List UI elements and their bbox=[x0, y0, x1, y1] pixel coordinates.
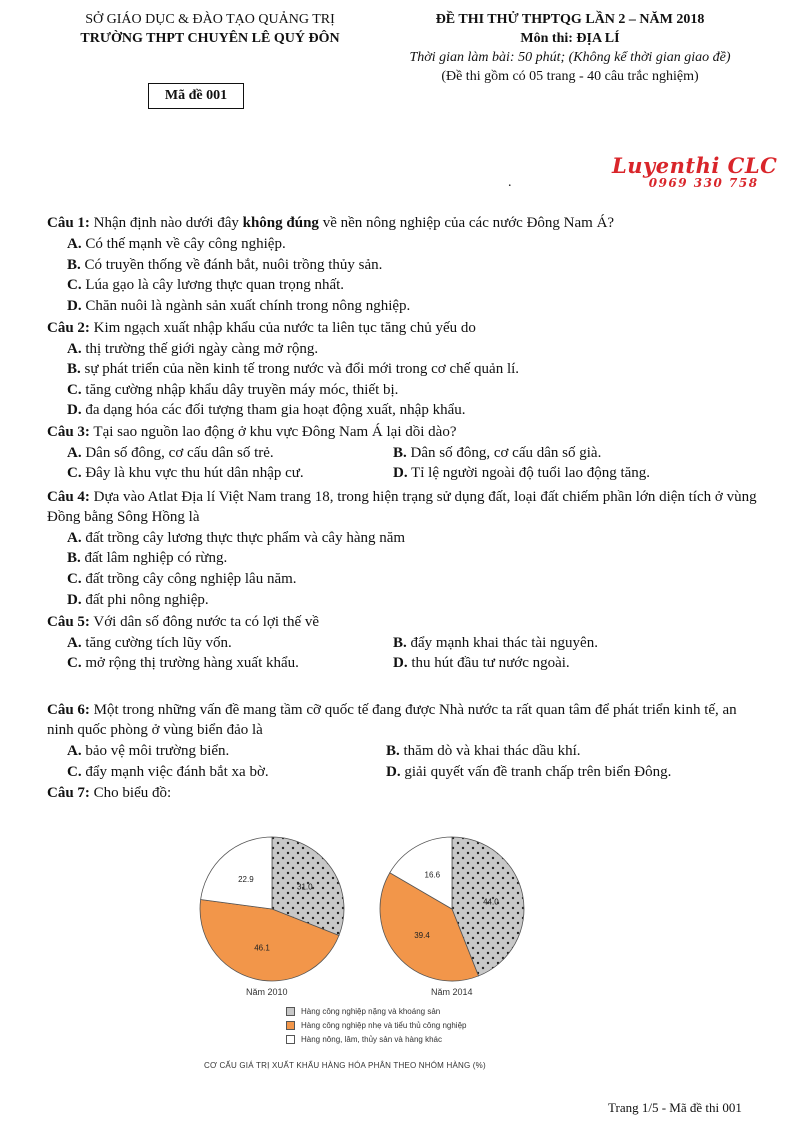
option-text: bảo vệ môi trường biển. bbox=[85, 743, 230, 759]
question-7 bbox=[47, 783, 767, 803]
option-text: đất lâm nghiệp có rừng. bbox=[84, 550, 228, 566]
q5-option-a[interactable] bbox=[67, 633, 232, 653]
option-label: C. bbox=[67, 655, 82, 671]
option-label: B. bbox=[67, 361, 81, 377]
option-label: B. bbox=[67, 257, 81, 273]
question-3 bbox=[47, 422, 767, 442]
time-note: Thời gian làm bài: 50 phút; (Không kể thời gian giao đề) bbox=[409, 50, 731, 65]
option-text: Có thế mạnh về cây công nghiệp. bbox=[85, 236, 286, 252]
option-text: thu hút đầu tư nước ngoài. bbox=[411, 655, 570, 671]
q4-option-a[interactable] bbox=[67, 528, 405, 548]
option-label: A. bbox=[67, 635, 82, 651]
question-text: Kim ngạch xuất nhập khẩu của nước ta liên tục tăng chủ yếu do bbox=[89, 320, 476, 336]
q6-option-c[interactable] bbox=[67, 762, 269, 782]
option-text: Tỉ lệ người ngoài độ tuổi lao động tăng. bbox=[411, 465, 651, 481]
legend-item bbox=[286, 1035, 442, 1044]
pie-data-label: 31.0 bbox=[297, 882, 313, 892]
option-text: tăng cường nhập khẩu dây truyền máy móc, thiết bị. bbox=[85, 382, 399, 398]
question-4 bbox=[47, 487, 767, 527]
option-text: thị trường thế giới ngày càng mở rộng. bbox=[85, 341, 319, 357]
header-left bbox=[40, 10, 380, 48]
question-label: Câu 5: bbox=[47, 614, 90, 630]
option-text: Lúa gạo là cây lương thực quan trọng nhất. bbox=[85, 277, 345, 293]
question-emphasis: không đúng bbox=[242, 215, 319, 231]
q4-option-b[interactable] bbox=[67, 548, 227, 568]
question-1 bbox=[47, 213, 767, 233]
option-text: đẩy mạnh khai thác tài nguyên. bbox=[410, 635, 598, 651]
legend-label: Hàng công nghiệp nặng và khoáng sản bbox=[301, 1007, 441, 1016]
legend-item bbox=[286, 1021, 466, 1030]
school-name: TRƯỜNG THPT CHUYÊN LÊ QUÝ ĐÔN bbox=[80, 31, 340, 46]
option-text: đẩy mạnh việc đánh bắt xa bờ. bbox=[85, 764, 269, 780]
question-label: Câu 7: bbox=[47, 785, 90, 801]
pie-year-label: Năm 2010 bbox=[246, 987, 288, 997]
brand-watermark bbox=[612, 155, 777, 190]
question-label: Câu 4: bbox=[47, 489, 90, 505]
legend-label: Hàng nông, lâm, thủy sản và hàng khác bbox=[301, 1035, 442, 1044]
option-label: B. bbox=[393, 445, 407, 461]
exam-code-box: Mã đề 001 bbox=[148, 83, 244, 109]
question-text: về nền nông nghiệp của các nước Đông Nam Á? bbox=[318, 215, 615, 231]
q2-option-a[interactable] bbox=[67, 339, 318, 359]
legend-swatch-white bbox=[286, 1035, 295, 1044]
legend-item bbox=[286, 1007, 440, 1016]
page-count-note: (Đề thi gồm có 05 trang - 40 câu trắc nghiệm) bbox=[441, 69, 699, 84]
option-label: B. bbox=[386, 743, 400, 759]
question-label: Câu 6: bbox=[47, 702, 90, 718]
q3-option-b[interactable] bbox=[393, 443, 601, 463]
option-text: đa dạng hóa các đối tượng tham gia hoạt động xuất, nhập khẩu. bbox=[85, 402, 466, 418]
option-label: C. bbox=[67, 764, 82, 780]
option-text: đất phi nông nghiệp. bbox=[85, 592, 209, 608]
option-label: A. bbox=[67, 445, 82, 461]
q6-option-d[interactable] bbox=[386, 762, 671, 782]
option-text: đất trồng cây công nghiệp lâu năm. bbox=[85, 571, 297, 587]
legend-swatch-orange bbox=[286, 1021, 295, 1030]
q5-option-c[interactable] bbox=[67, 653, 299, 673]
pie-data-label: 46.1 bbox=[254, 943, 270, 953]
q2-option-c[interactable] bbox=[67, 380, 398, 400]
chart-title: CƠ CẤU GIÁ TRỊ XUẤT KHẨU HÀNG HÓA PHÂN THEO NHÓM HÀNG (%) bbox=[204, 1061, 486, 1070]
subject: Môn thi: ĐỊA LÍ bbox=[520, 31, 620, 46]
legend-swatch-dotted bbox=[286, 1007, 295, 1016]
option-text: mở rộng thị trường hàng xuất khẩu. bbox=[85, 655, 299, 671]
q3-option-d[interactable] bbox=[393, 463, 650, 483]
option-label: C. bbox=[67, 277, 82, 293]
q3-option-c[interactable] bbox=[67, 463, 304, 483]
option-label: D. bbox=[67, 298, 82, 314]
q2-option-d[interactable] bbox=[67, 400, 465, 420]
option-label: D. bbox=[386, 764, 401, 780]
question-text: Dựa vào Atlat Địa lí Việt Nam trang 18, trong hiện trạng sử dụng đất, loại đất chiếm phần lớn diện tích ở vùng Đồng bằng Sông Hồng là bbox=[47, 489, 757, 525]
question-text: Cho biểu đồ: bbox=[89, 785, 172, 801]
question-label: Câu 3: bbox=[47, 424, 90, 440]
question-text: Một trong những vấn đề mang tầm cỡ quốc tế đang được Nhà nước ta rất quan tâm để phát triển kinh tế, an ninh quốc phòng ở vùng biển đảo là bbox=[47, 702, 737, 738]
question-2 bbox=[47, 318, 767, 338]
option-label: A. bbox=[67, 530, 82, 546]
pie-charts-svg bbox=[190, 825, 550, 1000]
option-label: B. bbox=[393, 635, 407, 651]
legend-label: Hàng công nghiệp nhẹ và tiểu thủ công nghiệp bbox=[301, 1021, 467, 1030]
option-text: Đây là khu vực thu hút dân nhập cư. bbox=[85, 465, 304, 481]
department-name: SỞ GIÁO DỤC & ĐÀO TẠO QUẢNG TRỊ bbox=[85, 12, 335, 27]
question-text: Nhận định nào dưới đây bbox=[89, 215, 243, 231]
option-label: A. bbox=[67, 236, 82, 252]
option-text: Dân số đông, cơ cấu dân số già. bbox=[410, 445, 602, 461]
option-label: B. bbox=[67, 550, 81, 566]
option-text: sự phát triển của nền kinh tế trong nước và đổi mới trong cơ chế quản lí. bbox=[84, 361, 520, 377]
option-label: D. bbox=[67, 402, 82, 418]
q4-option-c[interactable] bbox=[67, 569, 297, 589]
stray-dot: . bbox=[508, 175, 512, 190]
option-text: Dân số đông, cơ cấu dân số trẻ. bbox=[85, 445, 274, 461]
pie-data-label: 39.4 bbox=[414, 930, 430, 940]
q2-option-b[interactable] bbox=[67, 359, 519, 379]
option-label: C. bbox=[67, 465, 82, 481]
q1-option-b[interactable] bbox=[67, 255, 382, 275]
question-6 bbox=[47, 700, 767, 740]
option-text: giải quyết vấn đề tranh chấp trên biển Đông. bbox=[404, 764, 672, 780]
option-text: đất trồng cây lương thực thực phẩm và cây hàng năm bbox=[85, 530, 406, 546]
brand-name: Luyenthi CLC bbox=[612, 153, 778, 178]
option-text: tăng cường tích lũy vốn. bbox=[85, 635, 232, 651]
option-label: C. bbox=[67, 571, 82, 587]
pie-year-label: Năm 2014 bbox=[431, 987, 473, 997]
exam-title: ĐỀ THI THỬ THPTQG LẦN 2 – NĂM 2018 bbox=[435, 12, 705, 27]
pie-slice-agri-other bbox=[201, 837, 272, 909]
question-label: Câu 2: bbox=[47, 320, 90, 336]
q3-option-a[interactable] bbox=[67, 443, 274, 463]
pie-data-label: 44.0 bbox=[483, 897, 499, 907]
option-label: A. bbox=[67, 341, 82, 357]
question-text: Với dân số đông nước ta có lợi thế về bbox=[89, 614, 320, 630]
brand-phone: 0969 330 758 bbox=[648, 176, 759, 190]
option-text: thăm dò và khai thác dầu khí. bbox=[403, 743, 581, 759]
page-footer: Trang 1/5 - Mã đề thi 001 bbox=[608, 1100, 742, 1115]
header-right bbox=[370, 10, 770, 86]
question-5 bbox=[47, 612, 767, 632]
option-text: Có truyền thống về đánh bắt, nuôi trồng thủy sản. bbox=[84, 257, 383, 273]
q6-option-a[interactable] bbox=[67, 741, 229, 761]
q5-option-d[interactable] bbox=[393, 653, 570, 673]
pie-data-label: 16.6 bbox=[424, 870, 441, 880]
option-label: D. bbox=[393, 655, 408, 671]
option-label: D. bbox=[67, 592, 82, 608]
option-text: Chăn nuôi là ngành sản xuất chính trong nông nghiệp. bbox=[85, 298, 411, 314]
question-label: Câu 1: bbox=[47, 215, 90, 231]
option-label: A. bbox=[67, 743, 82, 759]
pie-data-label: 22.9 bbox=[238, 875, 254, 885]
option-label: C. bbox=[67, 382, 82, 398]
q1-option-c[interactable] bbox=[67, 275, 344, 295]
q4-option-d[interactable] bbox=[67, 590, 209, 610]
q1-option-d[interactable] bbox=[67, 296, 410, 316]
q5-option-b[interactable] bbox=[393, 633, 598, 653]
q6-option-b[interactable] bbox=[386, 741, 581, 761]
q1-option-a[interactable] bbox=[67, 234, 286, 254]
option-label: D. bbox=[393, 465, 408, 481]
question-text: Tại sao nguồn lao động ở khu vực Đông Nam Á lại dồi dào? bbox=[89, 424, 457, 440]
pie-chart-figure bbox=[190, 825, 550, 1080]
